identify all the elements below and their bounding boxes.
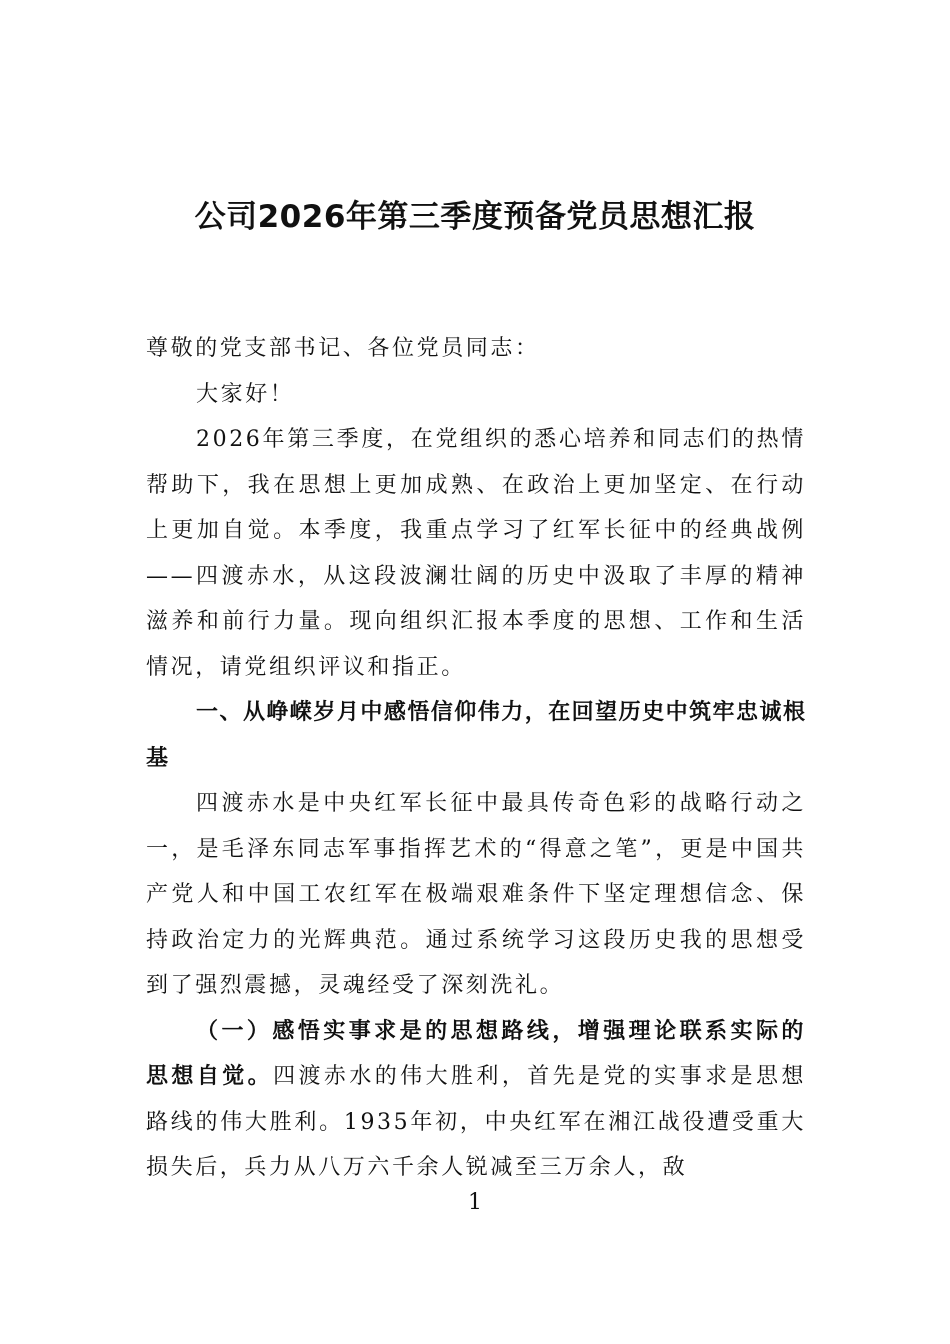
page-number: 1: [468, 1190, 482, 1215]
section-heading-1: 一、从峥嵘岁月中感悟信仰伟力，在回望历史中筑牢忠诚根基: [146, 700, 806, 771]
document-body: [146, 326, 806, 1191]
section-1-paragraph: 四渡赤水是中央红军长征中最具传奇色彩的战略行动之一，是毛泽东同志军事指挥艺术的“得意之笔”，更是中国共产党人和中国工农红军在极端艰难条件下坚定理想信念、保持政治定力的光辉典范。通过系统学习这段历史我的思想受到了强烈震撼，灵魂经受了深刻洗礼。: [146, 791, 806, 998]
salutation: 尊敬的党支部书记、各位党员同志：: [146, 336, 540, 361]
subsection-1-text: 四渡赤水的伟大胜利，首先是党的实事求是思想路线的伟大胜利。1935年初，中央红军在湘江战役遭受重大损失后，兵力从八万六千余人锐减至三万余人，敌: [146, 1064, 806, 1180]
intro-paragraph: 2026年第三季度，在党组织的悉心培养和同志们的热情帮助下，我在思想上更加成熟、在政治上更加坚定、在行动上更加自觉。本季度，我重点学习了红军长征中的经典战例——四渡赤水，从这段波澜壮阔的历史中汲取了丰厚的精神滋养和前行力量。现向组织汇报本季度的思想、工作和生活情况，请党组织评议和指正。: [146, 427, 806, 680]
subsection-1-paragraph: [146, 1009, 806, 1191]
greeting: 大家好！: [196, 381, 295, 407]
document-title: 公司2026年第三季度预备党员思想汇报: [194, 199, 756, 235]
subsection-heading-1: （一）感悟实事求是的思想路线，增强理论联系实际的思想自觉。: [146, 1017, 806, 1089]
